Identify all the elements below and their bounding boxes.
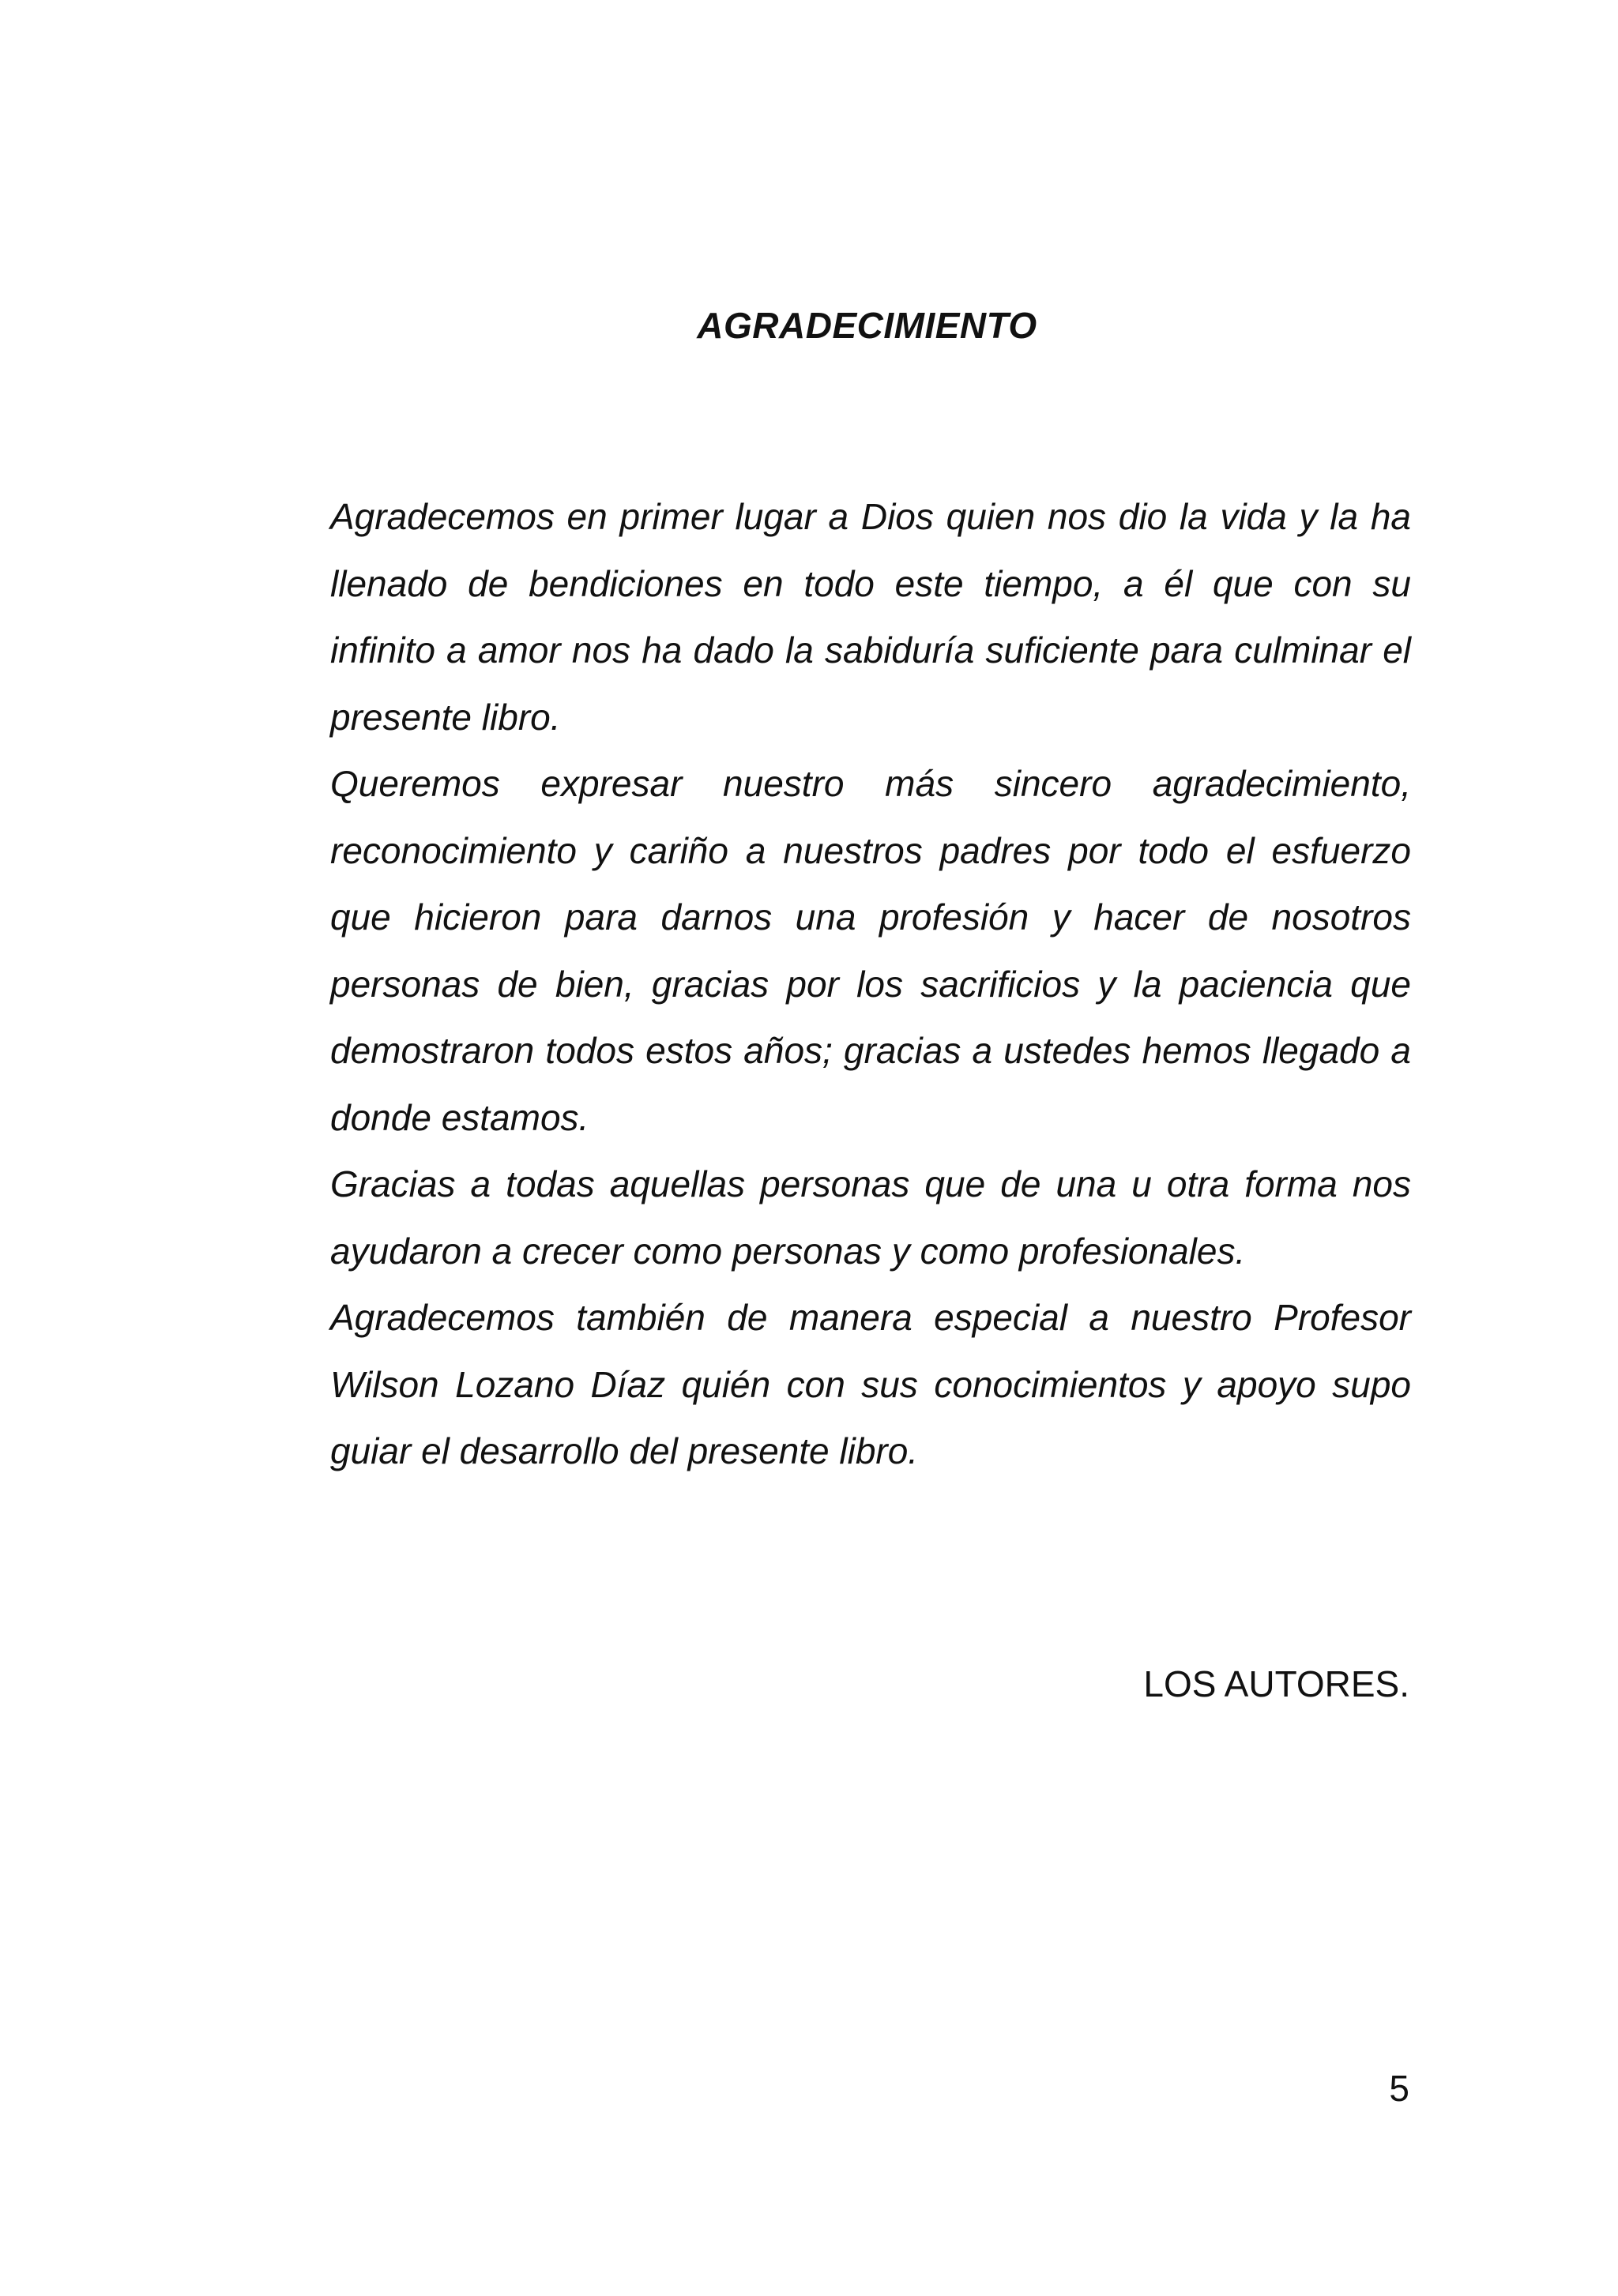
paragraph-1: Agradecemos en primer lugar a Dios quien nos dio la vida y la ha llenado de bendiciones en todo este tiempo, a él que con su infinito a amor nos ha dado la sabiduría suficiente para culminar el presente libro. [330, 496, 1411, 738]
paragraph-2: Queremos expresar nuestro más sincero agradecimiento, reconocimiento y cariño a nuestros padres por todo el esfuerzo que hicieron para darnos una profesión y hacer de nosotros personas de bien, gracias por los sacrificios y la paciencia que demostraron todos estos años; gracias a ustedes hemos llegado a donde estamos. [330, 763, 1411, 1138]
authors-signature: LOS AUTORES. [1143, 1663, 1409, 1704]
page-number: 5 [1389, 2068, 1409, 2109]
paragraph-3: Gracias a todas aquellas personas que de una u otra forma nos ayudaron a crecer como personas y como profesionales. [330, 1163, 1411, 1272]
page-title: AGRADECIMIENTO [697, 305, 1037, 346]
paragraph-4: Agradecemos también de manera especial a nuestro Profesor Wilson Lozano Díaz quién con sus conocimientos y apoyo supo guiar el desarrollo del presente libro. [330, 1297, 1411, 1471]
acknowledgement-body [330, 483, 1411, 1485]
